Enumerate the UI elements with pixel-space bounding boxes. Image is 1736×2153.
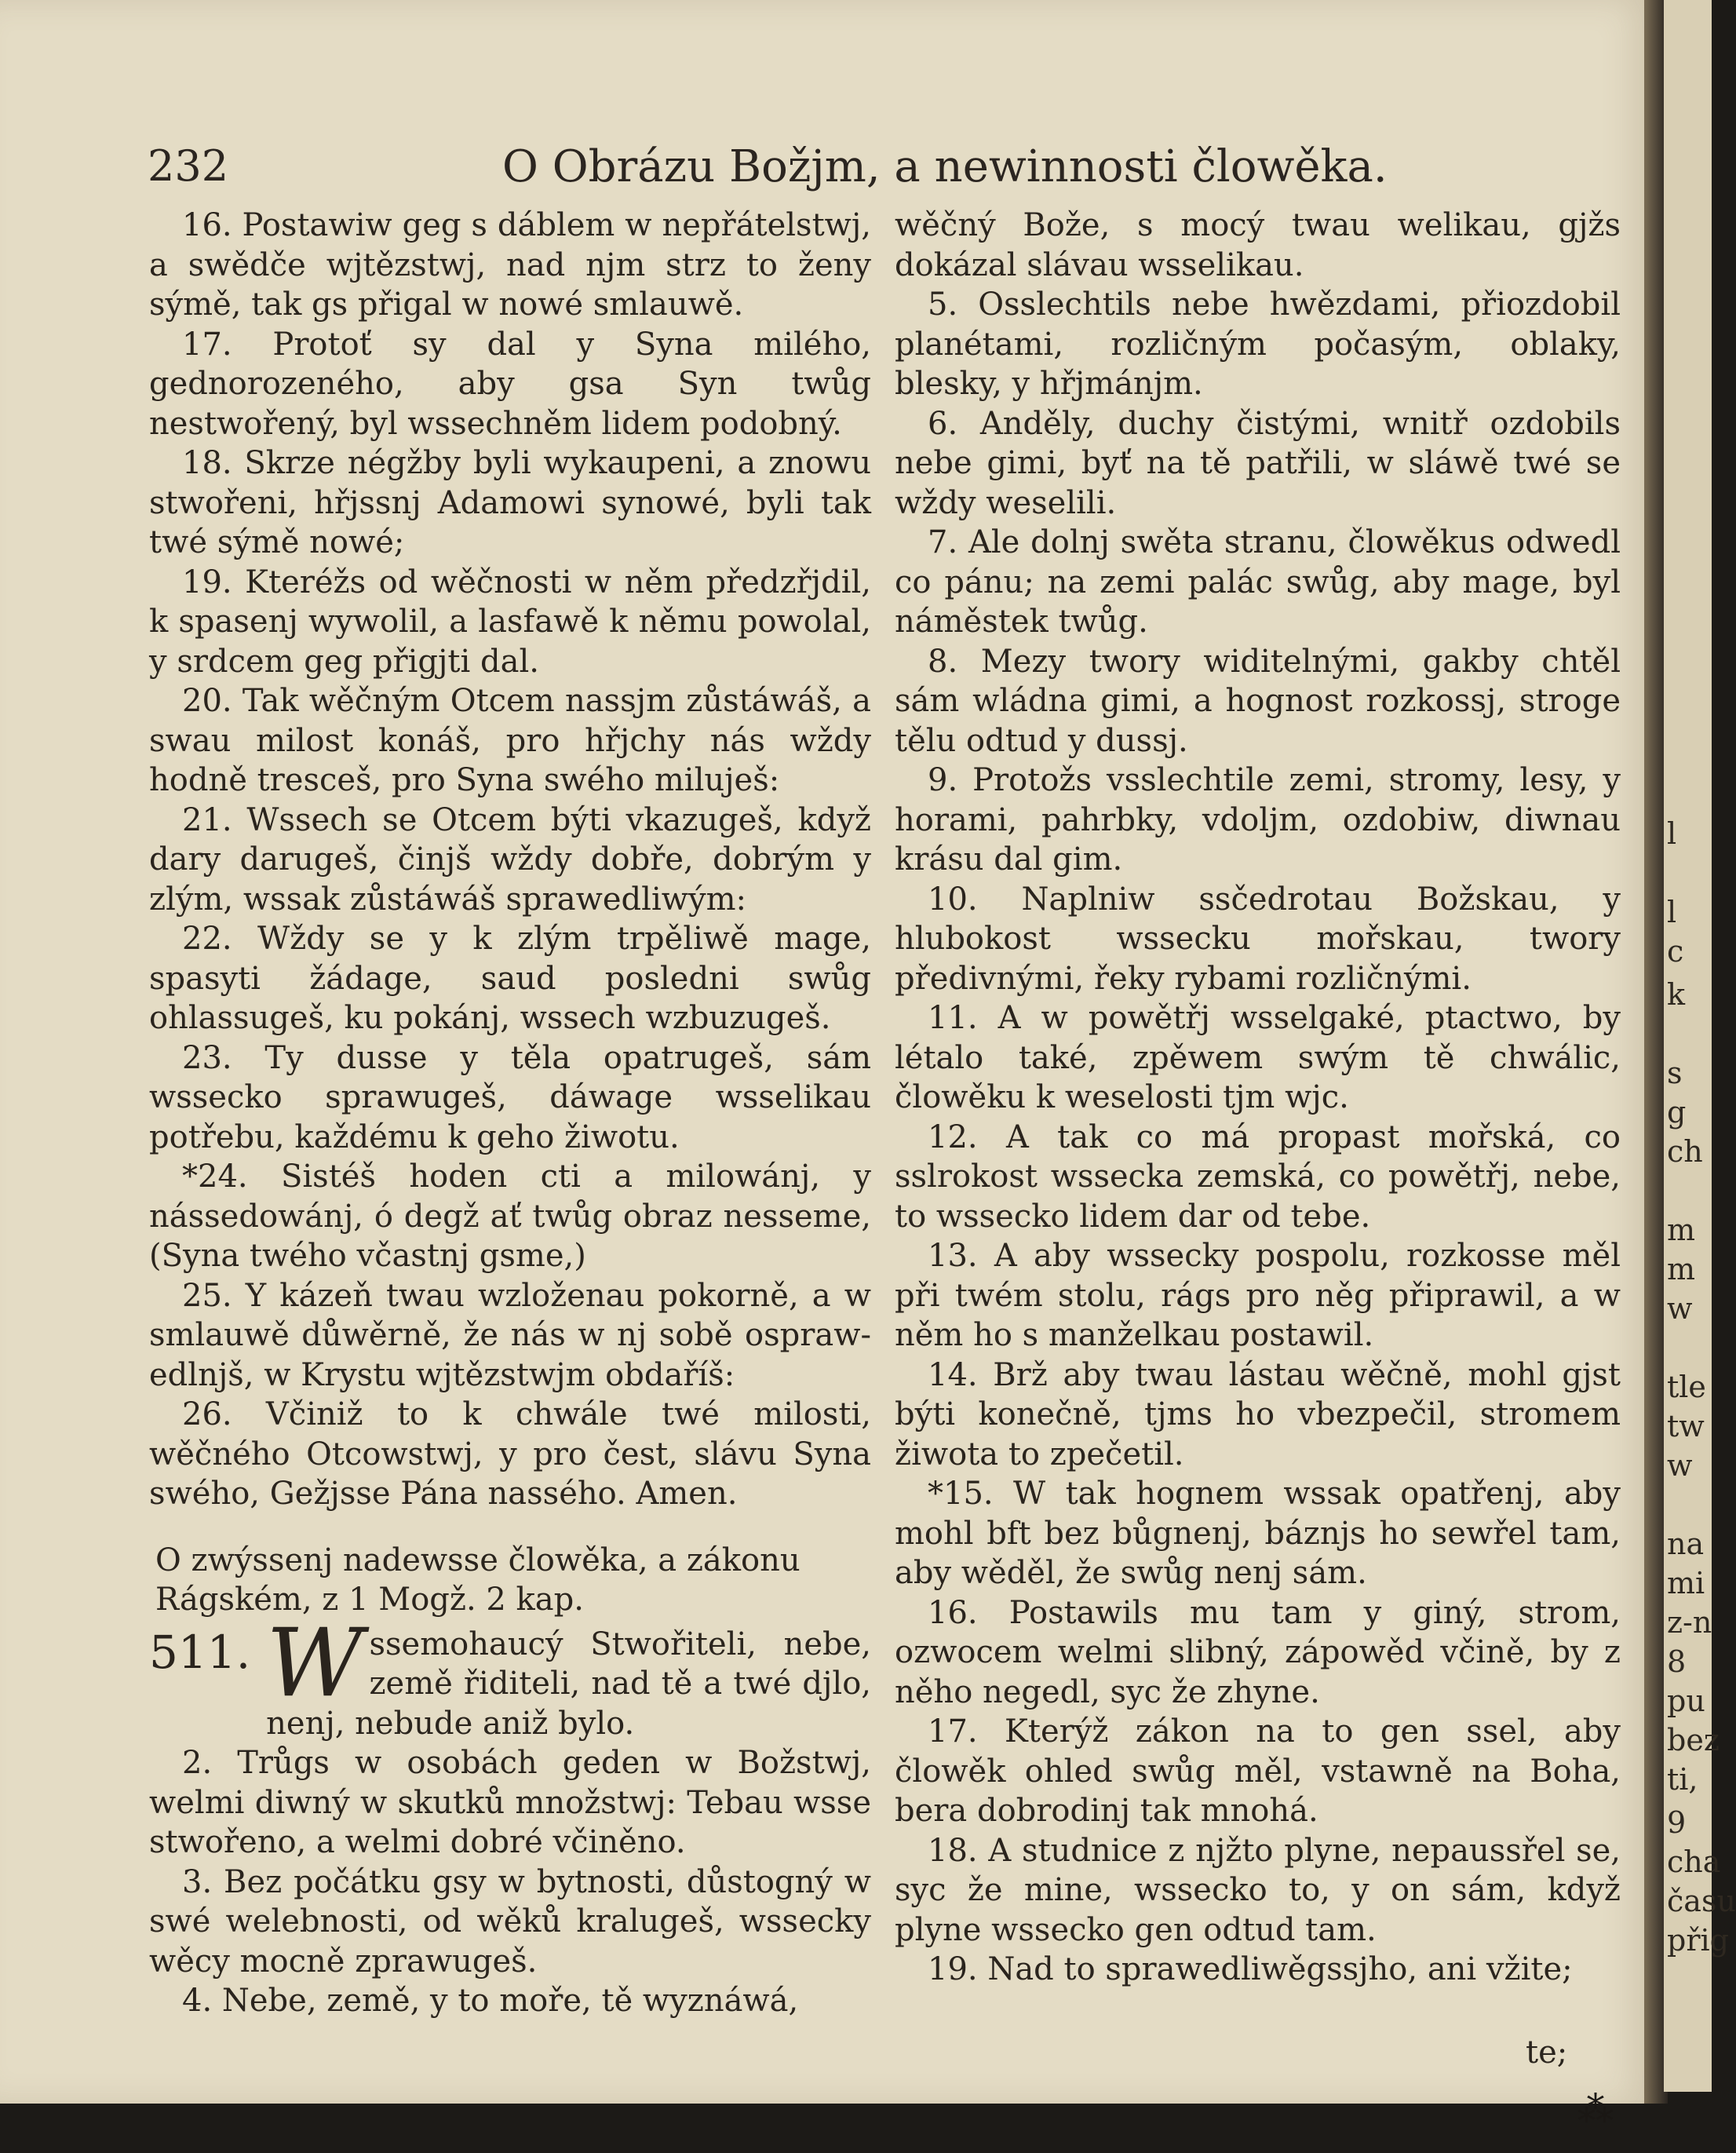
verse: 16. Postawils mu tam y giný, strom, ozwocem welmi slibný, zápowěd včině, by z něho negedl, syc že zhyne. xyxy=(895,1594,1621,1710)
next-page-fragment: w xyxy=(1667,1448,1693,1483)
hymn-number: 511. xyxy=(149,1625,251,1679)
right-column xyxy=(895,206,1621,1990)
verse: *15. W tak hognem wssak opatřenj, aby mohl bft bez bůgnenj, báznjs ho sewřel tam, aby wěděl, že swůg nenj sám. xyxy=(895,1476,1621,1591)
verse: 6. Anděly, duchy čistými, wnitř ozdobils nebe gimi, byť na tě patřili, w sláwě twé se wždy weselili. xyxy=(895,405,1621,521)
verse: 23. Ty dusse y těla opatrugeš, sám wssecko sprawugeš, dáwage wsselikau potřebu, každému k geho žiwotu. xyxy=(149,1039,871,1155)
next-page-fragment: mi xyxy=(1667,1566,1705,1600)
drop-cap: W xyxy=(266,1608,363,1718)
hymn-first-verse xyxy=(266,1608,871,1744)
next-page-fragment: tw xyxy=(1667,1409,1705,1443)
verse: 9. Protožs vsslechtile zemi, stromy, lesy, y horami, pahrbky, vdoljm, ozdobiw, diwnau krásu dal gim. xyxy=(895,762,1621,878)
verse: 17. Protoť sy dal y Syna milého, gednorozeného, aby gsa Syn twůg nestwořený, byl wssechněm lidem podobný. xyxy=(149,326,871,442)
next-page-fragment: z-n xyxy=(1667,1605,1712,1640)
verse: 21. Wssech se Otcem býti vkazugeš, když dary darugeš, činjš wždy dobře, dobrým y zlým, wssak zůstáwáš sprawedliwým: xyxy=(149,801,871,918)
verse: 2. Trůgs w osobách geden w Božstwj, welmi diwný w skutků množstwj: Tebau wsse stwořeno, a welmi dobré včiněno. xyxy=(149,1745,871,1860)
next-page-fragment: ch xyxy=(1667,1134,1703,1169)
verse: 7. Ale dolnj swěta stranu, člowěkus odwedl co pánu; na zemi palác swůg, aby mage, byl náměstek twůg. xyxy=(895,524,1621,640)
verse: 19. Nad to sprawedliwěgssjho, ani vžite; xyxy=(928,1951,1573,1987)
verse: 19. Kteréžs od wěčnosti w něm předzřjdil, k spasenj wywolil, a lasfawě k němu powolal, y srdcem geg přigjti dal. xyxy=(149,564,871,680)
verse: 11. A w powětřj wsselgaké, ptactwo, by létalo také, zpěwem swým tě chwálic, člowěku k weselosti tjm wjc. xyxy=(895,1000,1621,1115)
verse: 26. Včiniž to k chwále twé milosti, wěčného Otcowstwj, y pro čest, slávu Syna swého, Gežjsse Pána nassého. Amen. xyxy=(149,1396,871,1512)
verse: 13. A aby wssecky pospolu, rozkosse měl při twém stolu, rágs pro něg připrawil, a w něm ho s manželkau postawil. xyxy=(895,1238,1621,1353)
next-page-fragment: na xyxy=(1667,1527,1705,1561)
running-title: O Obrázu Božjm, a newinnosti člowěka. xyxy=(502,141,1388,192)
next-page-fragment: 9 xyxy=(1667,1805,1687,1840)
next-page-fragment: času xyxy=(1667,1884,1736,1918)
next-page-edge xyxy=(1664,0,1736,2092)
next-page-fragment: m xyxy=(1667,1213,1696,1247)
hymn-first-text: ssemohaucý Stwořiteli, nebe, země řiditeli, nad tě a twé djlo, nenj, nebude aniž bylo. xyxy=(266,1626,871,1742)
verse: 4. Nebe, země, y to moře, tě wyznáwá, xyxy=(182,1983,799,2019)
next-page-fragment: k xyxy=(1667,977,1686,1012)
verse: 12. A tak co má propast mořská, co sslrokost wssecka zemská, co powětřj, nebe, to wssecko lidem dar od tebe. xyxy=(895,1118,1621,1235)
verse: 3. Bez počátku gsy w bytnosti, důstogný w swé welebnosti, od wěků kralugeš, wssecky wěcy mocně zprawugeš. xyxy=(149,1863,871,1980)
next-page-fragment: pu xyxy=(1667,1684,1705,1718)
verse: 25. Y kázeň twau wzloženau pokorně, a w smlauwě důwěrně, že nás w nj sobě osprawedlnjš, w Krystu wjtězstwjm obdaříš: xyxy=(149,1277,871,1393)
verse: 18. A studnice z njžto plyne, nepaussřel se, syc že mine, wssecko to, y on sám, když plyne wssecko gen odtud tam. xyxy=(895,1832,1621,1948)
next-page-fragment: přig xyxy=(1667,1923,1729,1958)
left-column xyxy=(149,206,871,2021)
next-page-fragment: l xyxy=(1667,816,1677,851)
page-number: 232 xyxy=(148,141,229,191)
next-page-fragment: c xyxy=(1667,934,1684,969)
verse: 17. Kterýž zákon na to gen ssel, aby člowěk ohled swůg měl, vstawně na Boha, bera dobrodinj tak mnohá. xyxy=(895,1713,1621,1829)
verse: 16. Postawiw geg s dáblem w nepřátelstwj, a swědče wjtězstwj, nad njm strz to ženy sýmě, tak gs přigal w nowé smlauwě. xyxy=(149,207,871,323)
next-page-fragment: s xyxy=(1667,1056,1683,1090)
verse: 10. Naplniw ssčedrotau Božskau, y hlubokost wssecku mořskau, twory předivnými, řeky rybami rozličnými. xyxy=(895,881,1621,997)
next-page-fragment: cha xyxy=(1667,1845,1721,1879)
hymn-start xyxy=(149,1608,871,1744)
next-page-fragment: 8 xyxy=(1667,1644,1687,1679)
next-page-fragment: w xyxy=(1667,1291,1693,1326)
page-header xyxy=(141,141,1632,196)
verse: 8. Mezy twory widitelnými, gakby chtěl sám wládna gimi, a hognost rozkossj, stroge tělu odtud y dussj. xyxy=(895,643,1621,759)
verse: *24. Sistéš hoden cti a milowánj, y nássedowánj, ó degž ať twůg obraz nesseme, (Syna twého včastnj gsme,) xyxy=(149,1159,871,1274)
next-page-fragment: l xyxy=(1667,895,1677,929)
next-page-fragment: g xyxy=(1667,1095,1687,1129)
catchword: te; xyxy=(1526,2034,1568,2071)
ornament-icon: ⁂ xyxy=(1577,2088,1614,2130)
next-page-fragment: m xyxy=(1667,1252,1696,1286)
verse: 20. Tak wěčným Otcem nassjm zůstáwáš, a swau milost konáš, pro hřjchy nás wždy hodně tresceš, pro Syna swého miluješ: xyxy=(149,683,871,798)
next-page-fragment: bez xyxy=(1667,1723,1720,1757)
section-heading: O zwýssenj nadewsse člowěka, a zákonu Rágském, z 1 Mogž. 2 kap. xyxy=(155,1542,801,1618)
verse: 5. Osslechtils nebe hwězdami, přiozdobil planétami, rozličným počasým, oblaky, blesky, y hřjmánjm. xyxy=(895,286,1621,402)
verse: 14. Brž aby twau lástau wěčně, mohl gjst býti konečně, tjms ho vbezpečil, stromem žiwota to zpečetil. xyxy=(895,1356,1621,1472)
verse: 18. Skrze négžby byli wykaupeni, a znowu stwořeni, hřjssnj Adamowi synowé, byli tak twé sýmě nowé; xyxy=(149,445,871,560)
next-page-fragment: ti, xyxy=(1667,1762,1698,1797)
verse: 22. Wždy se y k zlým trpěliwě mage, spasyti žádage, saud posledni swůg ohlassugeš, ku pokánj, wssech wzbuzugeš. xyxy=(149,921,871,1036)
next-page-fragment: tle xyxy=(1667,1370,1706,1404)
verse-continuation: wěčný Bože, s mocý twau welikau, gjžs dokázal slávau wsselikau. xyxy=(895,207,1621,283)
